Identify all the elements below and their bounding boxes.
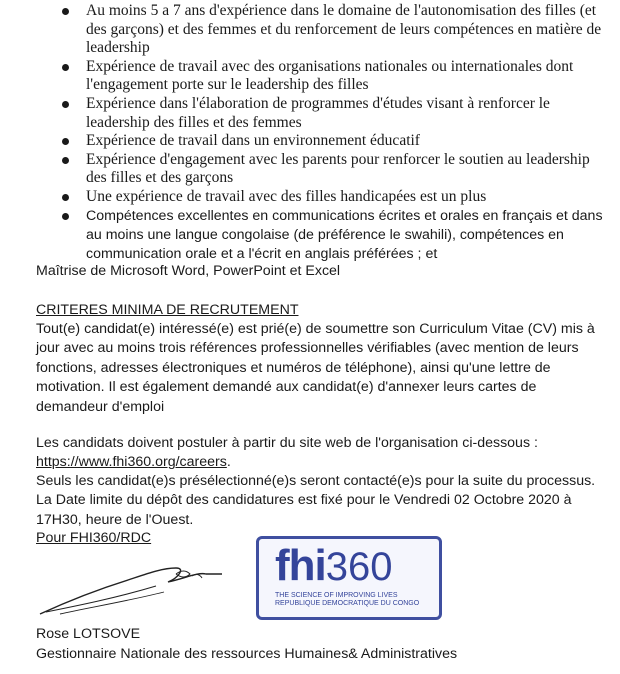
stamp-logo	[275, 543, 431, 589]
requirement-item: Expérience d'engagement avec les parents pour renforcer le soutien au leadership des filles et des garçons	[60, 151, 612, 188]
signature-image	[36, 562, 226, 620]
requirement-item: Expérience dans l'élaboration de programmes d'études visant à renforcer le leadership des filles et des femmes	[60, 95, 612, 132]
application-text: Les candidats doivent postuler à partir du site web de l'organisation ci-dessous :	[36, 435, 538, 451]
criteria-heading: CRITERES MINIMA DE RECRUTEMENT	[36, 302, 299, 318]
signer-name: Rose LOTSOVE	[36, 626, 141, 642]
stamp-logo-360: 360	[325, 545, 393, 589]
software-skills-line: Maîtrise de Microsoft Word, PowerPoint et Excel	[36, 263, 341, 279]
requirement-item: Au moins 5 a 7 ans d'expérience dans le domaine de l'autonomisation des filles (et des garçons) et des femmes et du renforcement de leurs compétences en matière de leadership	[60, 2, 612, 58]
shortlist-notice: Seuls les candidat(e)s présélectionné(e)s seront contacté(e)s pour la suite du processus.	[36, 473, 596, 489]
stamp-logo-fhi: fhi	[275, 541, 326, 590]
requirement-item: Expérience de travail avec des organisations nationales ou internationales dont l'engagement porte sur le leadership des filles	[60, 58, 612, 95]
stamp-tagline: THE SCIENCE OF IMPROVING LIVES	[275, 592, 398, 599]
criteria-body: Tout(e) candidat(e) intéressé(e) est prié(e) de soumettre son Curriculum Vitae (CV) mis à jour avec au moins trois références professionnelles vérifiables (avec mention de leurs fonctions, adresses électroniques et numéros de téléphone), ainsi qu'une lettre de motivation. Il est également demandé aux candidat(e) d'annexer leurs cartes de demandeur d'emploi	[36, 321, 595, 415]
link-suffix: .	[226, 454, 231, 471]
requirements-list	[60, 2, 612, 264]
signoff-label: Pour FHI360/RDC	[36, 530, 152, 546]
stamp-country: REPUBLIQUE DEMOCRATIQUE DU CONGO	[275, 600, 420, 607]
careers-link[interactable]: https://www.fhi360.org/careers	[36, 454, 227, 471]
organization-stamp	[256, 536, 442, 620]
signer-title: Gestionnaire Nationale des ressources Humaines& Administratives	[36, 646, 458, 662]
requirement-item: Une expérience de travail avec des filles handicapées est un plus	[60, 188, 612, 207]
deadline-notice: La Date limite du dépôt des candidatures est fixé pour le Vendredi 02 Octobre 2020 à 17H30, heure de l'Ouest.	[36, 492, 572, 528]
application-instructions	[36, 434, 596, 473]
requirement-item: Compétences excellentes en communications écrites et orales en français et dans au moins une langue congolaise (de préférence le swahili), compétences en communication orale et a l'écrit en anglais préférées ; et	[60, 207, 612, 264]
requirement-item: Expérience de travail dans un environnement éducatif	[60, 132, 612, 151]
notice-block	[36, 472, 606, 530]
